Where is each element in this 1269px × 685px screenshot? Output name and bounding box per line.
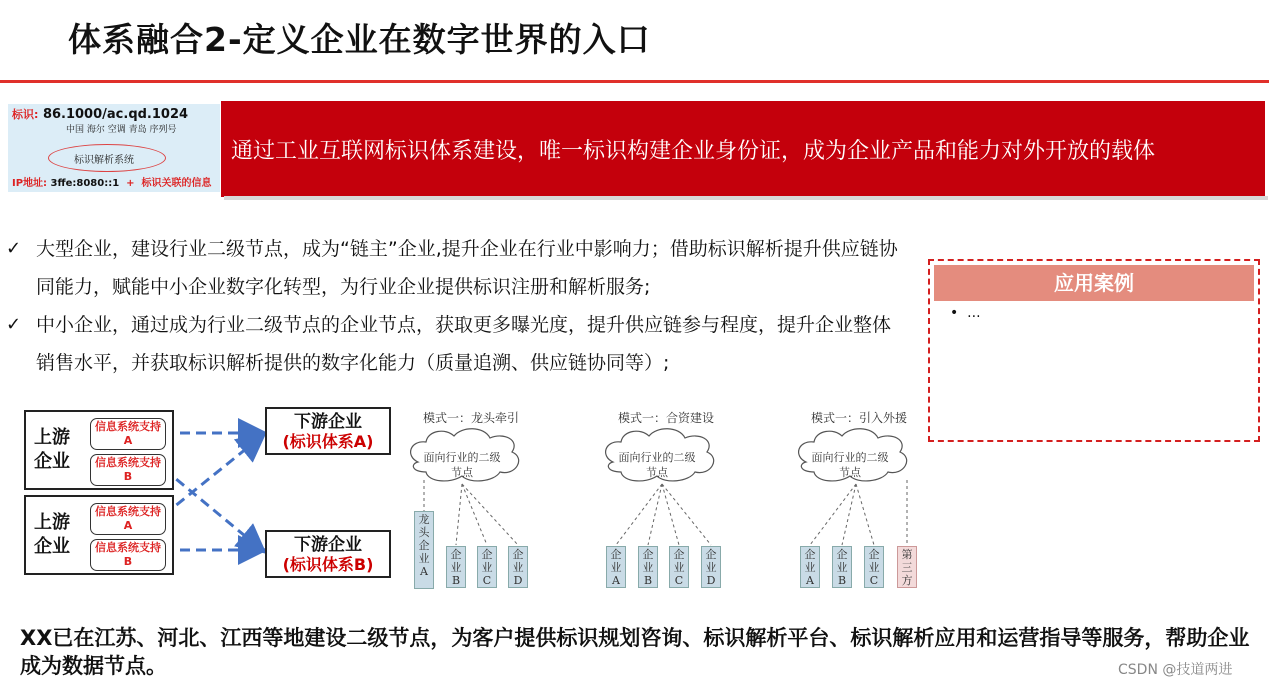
case-item: • ...	[950, 305, 981, 321]
info-system-box: 信息系统支持B	[90, 539, 166, 571]
enterprise-node: 企业A	[800, 546, 820, 588]
bullet-list	[6, 230, 906, 382]
identifier-label: 标识:	[12, 108, 39, 121]
ip-value: 3ffe:8080::1	[50, 178, 120, 189]
title-divider	[0, 80, 1269, 83]
flow-arrow	[164, 469, 262, 550]
info-system-box: 信息系统支持A	[90, 503, 166, 535]
enterprise-node: 企业A	[606, 546, 626, 588]
enterprise-node: 龙头企业A	[414, 511, 434, 589]
identifier-segments: 中国 海尔 空调 青岛 序列号	[66, 125, 177, 135]
enterprise-node: 企业B	[832, 546, 852, 588]
cloud-label: 面向行业的二级节点	[423, 451, 501, 479]
case-box	[928, 259, 1260, 442]
identifier-line	[12, 106, 188, 122]
info-system-box: 信息系统支持B	[90, 454, 166, 486]
downstream-title: 下游企业	[294, 412, 362, 432]
upstream-label: 上游企业	[34, 512, 70, 557]
enterprise-node: 企业B	[446, 546, 466, 588]
ip-extra: 标识关联的信息	[141, 178, 212, 189]
ip-label: IP地址:	[12, 178, 48, 189]
enterprise-node: 企业D	[508, 546, 528, 588]
downstream-title: 下游企业	[294, 535, 362, 555]
mode-title: 模式一：合资建设	[618, 411, 715, 425]
bullet-text: 中小企业，通过成为行业二级节点的企业节点，获取更多曝光度，提升供应链参与程度，提升企业整体销售水平，并获取标识解析提供的数字化能力（质量追溯、供应链协同等）;	[36, 314, 892, 374]
ip-line	[12, 174, 212, 189]
banner-shadow	[224, 196, 1268, 200]
enterprise-node: 企业B	[638, 546, 658, 588]
banner-text: 通过工业互联网标识体系建设，唯一标识构建企业身份证，成为企业产品和能力对外开放的载体	[231, 138, 1156, 164]
flow-arrow	[164, 436, 262, 515]
enterprise-node: 企业C	[864, 546, 884, 588]
list-item	[6, 306, 906, 382]
case-header: 应用案例	[934, 265, 1254, 301]
check-icon: ✓	[6, 238, 22, 259]
third-party-node: 第三方	[897, 546, 917, 588]
check-icon: ✓	[6, 314, 22, 335]
cloud-label: 面向行业的二级节点	[811, 451, 889, 479]
cloud-label: 面向行业的二级节点	[618, 451, 696, 479]
identifier-value: 86.1000/ac.qd.1024	[42, 107, 189, 122]
info-system-box: 信息系统支持A	[90, 418, 166, 450]
upstream-box	[24, 495, 174, 575]
banner	[221, 101, 1265, 197]
enterprise-node: 企业D	[701, 546, 721, 588]
downstream-box	[265, 530, 391, 578]
identifier-illustration	[8, 104, 220, 192]
mode-title: 模式一：引入外援	[811, 411, 908, 425]
resolution-system-label: 标识解析系统	[74, 155, 134, 166]
flow-diagram	[0, 400, 400, 600]
conclusion-text: XX已在江苏、河北、江西等地建设二级节点，为客户提供标识规划咨询、标识解析平台、标识解析应用和运营指导等服务，帮助企业成为数据节点。	[20, 626, 1250, 678]
downstream-sub: (标识体系A)	[282, 432, 374, 451]
enterprise-node: 企业C	[669, 546, 689, 588]
watermark: CSDN @技道两进	[1118, 662, 1233, 678]
upstream-box	[24, 410, 174, 490]
downstream-sub: (标识体系B)	[282, 555, 374, 574]
bullet-text: 大型企业，建设行业二级节点，成为“链主”企业,提升企业在行业中影响力；借助标识解析提升供应链协同能力，赋能中小企业数字化转型，为行业企业提供标识注册和解析服务;	[36, 238, 898, 298]
plus-sign: +	[126, 178, 135, 189]
enterprise-node: 企业C	[477, 546, 497, 588]
case-item-text: ...	[967, 305, 981, 321]
mode-title: 模式一：龙头牵引	[423, 411, 520, 425]
list-item	[6, 230, 906, 306]
page-title: 体系融合2-定义企业在数字世界的入口	[68, 20, 651, 59]
upstream-label: 上游企业	[34, 427, 70, 472]
downstream-box	[265, 407, 391, 455]
